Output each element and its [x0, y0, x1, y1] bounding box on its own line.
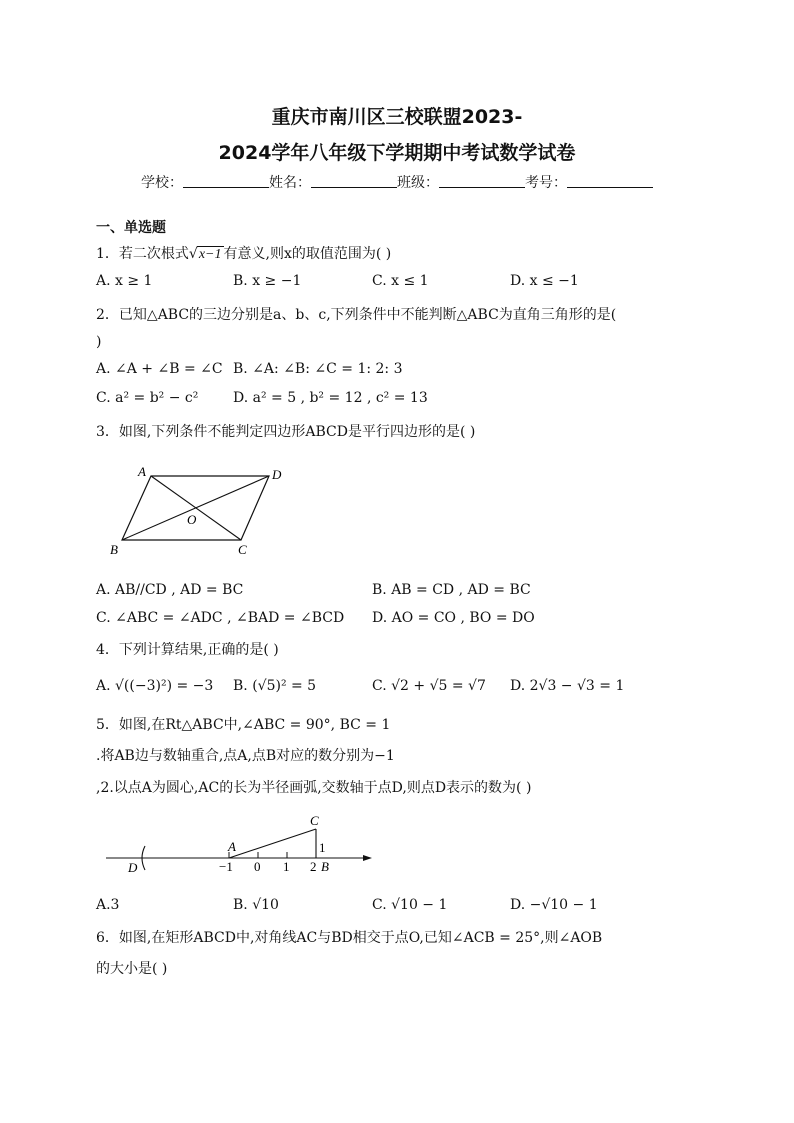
- label-d: D: [272, 467, 282, 482]
- q1-number: 1．: [96, 246, 119, 262]
- q3-option-d: D. AO = CO , BO = DO: [372, 610, 535, 626]
- q1-text-pre: 若二次根式: [118, 246, 189, 262]
- q2-text: 已知△ABC的三边分别是a、b、c,下列条件中不能判断△ABC为直角三角形的是(: [118, 307, 617, 323]
- q2-option-b: B. ∠A: ∠B: ∠C = 1: 2: 3: [233, 361, 403, 377]
- name-label: 姓名：: [269, 175, 311, 191]
- fig5-tick-label-one: 1: [283, 859, 290, 874]
- school-label: 学校：: [141, 175, 183, 191]
- fig5-label-a: A: [228, 839, 236, 854]
- label-c: C: [238, 542, 247, 557]
- q6-text-line-2: 的大小是( ): [96, 961, 168, 977]
- parallelogram-figure: [100, 458, 300, 562]
- question-2: [96, 304, 616, 324]
- q1-option-d: D. x ≤ −1: [510, 273, 579, 289]
- q5-option-b: B. √10: [233, 897, 279, 913]
- fig5-label-c: C: [310, 813, 319, 828]
- q4-option-b: B. (√5)² = 5: [233, 678, 317, 694]
- q3-option-c: C. ∠ABC = ∠ADC , ∠BAD = ∠BCD: [96, 610, 345, 626]
- q2-option-c: C. a² = b² − c²: [96, 390, 199, 406]
- segment-ac: [229, 829, 316, 858]
- q4-option-a: A. √((−3)²) = −3: [96, 678, 214, 694]
- fig5-tick-label-minus-one: −1: [219, 859, 233, 874]
- fig5-label-b: B: [321, 859, 329, 874]
- q4-number: 4．: [96, 642, 119, 658]
- fig5-tick-label-zero: 0: [254, 859, 261, 874]
- exam-number-label: 考号：: [525, 175, 567, 191]
- question-6: [96, 927, 602, 947]
- q1-option-c: C. x ≤ 1: [372, 273, 429, 289]
- q4-text: 下列计算结果,正确的是( ): [118, 642, 279, 658]
- label-b: B: [110, 542, 118, 557]
- student-info-row: [0, 172, 794, 192]
- label-o: O: [187, 512, 197, 527]
- number-line-figure: [100, 810, 380, 876]
- q5-option-a: A.3: [96, 897, 120, 913]
- q5-number: 5．: [96, 717, 119, 733]
- q2-number: 2．: [96, 307, 119, 323]
- question-4: [96, 639, 279, 659]
- q5-text-line-3: ,2.以点A为圆心,AC的长为半径画弧,交数轴于点D,则点D表示的数为( ): [96, 780, 532, 796]
- q3-number: 3．: [96, 424, 119, 440]
- fig5-label-bc-length: 1: [319, 840, 326, 855]
- q5-option-c: C. √10 − 1: [372, 897, 448, 913]
- q1-text-post: 有意义,则x的取值范围为( ): [223, 246, 392, 262]
- title-line-1: 重庆市南川区三校联盟2023-: [271, 106, 523, 128]
- class-blank: [439, 175, 525, 188]
- fig5-label-d: D: [128, 860, 138, 875]
- q1-radicand: x−1: [198, 247, 222, 262]
- axis-arrow-icon: [363, 855, 372, 861]
- q1-option-a: A. x ≥ 1: [96, 273, 153, 289]
- q2-option-d: D. a² = 5 , b² = 12 , c² = 13: [233, 390, 428, 406]
- class-label: 班级：: [397, 175, 439, 191]
- title-line-2: 2024学年八年级下学期期中考试数学试卷: [218, 142, 576, 164]
- q2-option-a: A. ∠A + ∠B = ∠C: [96, 361, 223, 377]
- name-blank: [311, 175, 397, 188]
- q6-text-line-1: 如图,在矩形ABCD中,对角线AC与BD相交于点O,已知∠ACB = 25°,则∠AOB: [118, 930, 603, 946]
- q5-text-line-2: .将AB边与数轴重合,点A,点B对应的数分别为−1: [96, 748, 395, 764]
- school-blank: [183, 175, 269, 188]
- q1-option-b: B. x ≥ −1: [233, 273, 302, 289]
- question-5: [96, 714, 390, 734]
- q5-option-d: D. −√10 − 1: [510, 897, 598, 913]
- question-3: [96, 421, 475, 441]
- diagonal-bd: [122, 476, 269, 540]
- q4-option-d: D. 2√3 − √3 = 1: [510, 678, 625, 694]
- q6-number: 6．: [96, 930, 119, 946]
- exam-number-blank: [567, 175, 653, 188]
- label-a: A: [138, 464, 146, 479]
- q2-text-cont: ): [96, 334, 102, 350]
- question-1: [96, 243, 391, 263]
- q3-option-a: A. AB//CD , AD = BC: [96, 582, 244, 598]
- q3-option-b: B. AB = CD , AD = BC: [372, 582, 531, 598]
- q3-text: 如图,下列条件不能判定四边形ABCD是平行四边形的是( ): [118, 424, 476, 440]
- fig5-tick-label-two: 2: [310, 859, 317, 874]
- section-title: 一、单选题: [96, 220, 166, 236]
- q5-text-line-1: 如图,在Rt△ABC中,∠ABC = 90°, BC = 1: [118, 717, 391, 733]
- radical-icon: √: [188, 246, 198, 262]
- q4-option-c: C. √2 + √5 = √7: [372, 678, 486, 694]
